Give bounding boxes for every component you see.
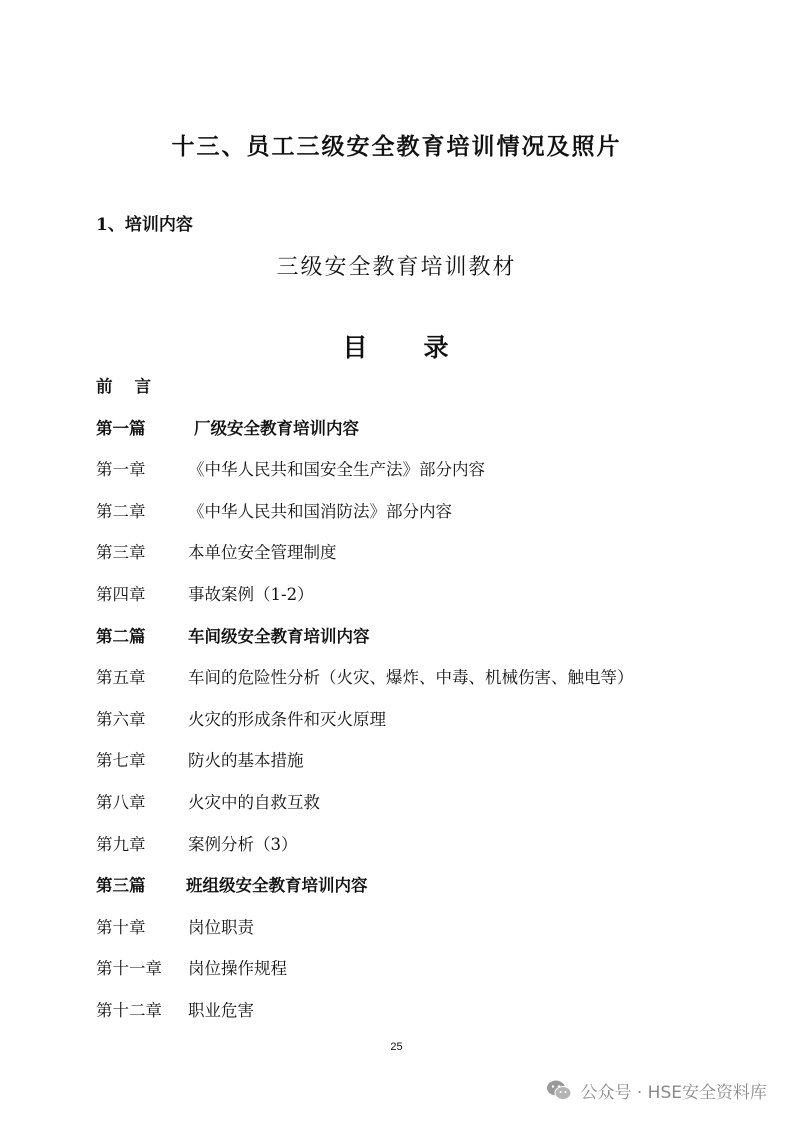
toc-text: 本单位安全管理制度 [188, 543, 337, 562]
toc-text: 案例分析（3） [188, 835, 298, 854]
toc-text: 厂级安全教育培训内容 [194, 419, 359, 438]
toc-preface: 前言 [96, 377, 173, 396]
toc-label: 第九章 [96, 835, 146, 854]
toc-label: 第十二章 [96, 1001, 162, 1020]
toc-label: 第一章 [96, 460, 146, 479]
toc-text: 车间的危险性分析（火灾、爆炸、中毒、机械伤害、触电等） [188, 668, 634, 687]
toc-label: 第二章 [96, 502, 146, 521]
wechat-icon [546, 1079, 572, 1101]
page-heading: 十三、员工三级安全教育培训情况及照片 [171, 133, 622, 160]
toc-text: 火灾中的自救互救 [188, 793, 320, 812]
toc-label: 第十一章 [96, 959, 162, 978]
toc-text: 《中华人民共和国消防法》部分内容 [188, 502, 452, 521]
toc-label: 第三篇 [96, 876, 146, 895]
watermark [546, 1076, 767, 1104]
watermark-text: 公众号 · HSE安全资料库 [580, 1082, 767, 1103]
toc-label: 第三章 [96, 543, 146, 562]
toc-title-char-1: 目 [342, 333, 370, 362]
toc-text: 车间级安全教育培训内容 [188, 627, 370, 646]
toc-text: 防火的基本措施 [188, 751, 304, 770]
toc-title-char-2: 录 [423, 333, 451, 362]
page-number: 25 [390, 1041, 403, 1053]
toc-label: 第五章 [96, 668, 146, 687]
toc-label: 第一篇 [96, 419, 146, 438]
toc-text: 岗位职责 [188, 918, 254, 937]
material-title: 三级安全教育培训教材 [276, 255, 517, 280]
toc-label: 第七章 [96, 751, 146, 770]
toc-label: 第十章 [96, 918, 146, 937]
toc-text: 职业危害 [188, 1001, 254, 1020]
toc-text: 岗位操作规程 [188, 959, 287, 978]
toc-text: 《中华人民共和国安全生产法》部分内容 [188, 460, 485, 479]
toc-label: 第八章 [96, 793, 146, 812]
toc-title [0, 328, 793, 364]
toc-label: 第六章 [96, 710, 146, 729]
toc-text: 班组级安全教育培训内容 [186, 876, 368, 895]
toc-text: 事故案例（1-2） [188, 585, 314, 604]
toc-label: 第二篇 [96, 627, 146, 646]
toc-label: 第四章 [96, 585, 146, 604]
section-title: 1、培训内容 [96, 215, 193, 235]
toc-text: 火灾的形成条件和灭火原理 [188, 710, 386, 729]
